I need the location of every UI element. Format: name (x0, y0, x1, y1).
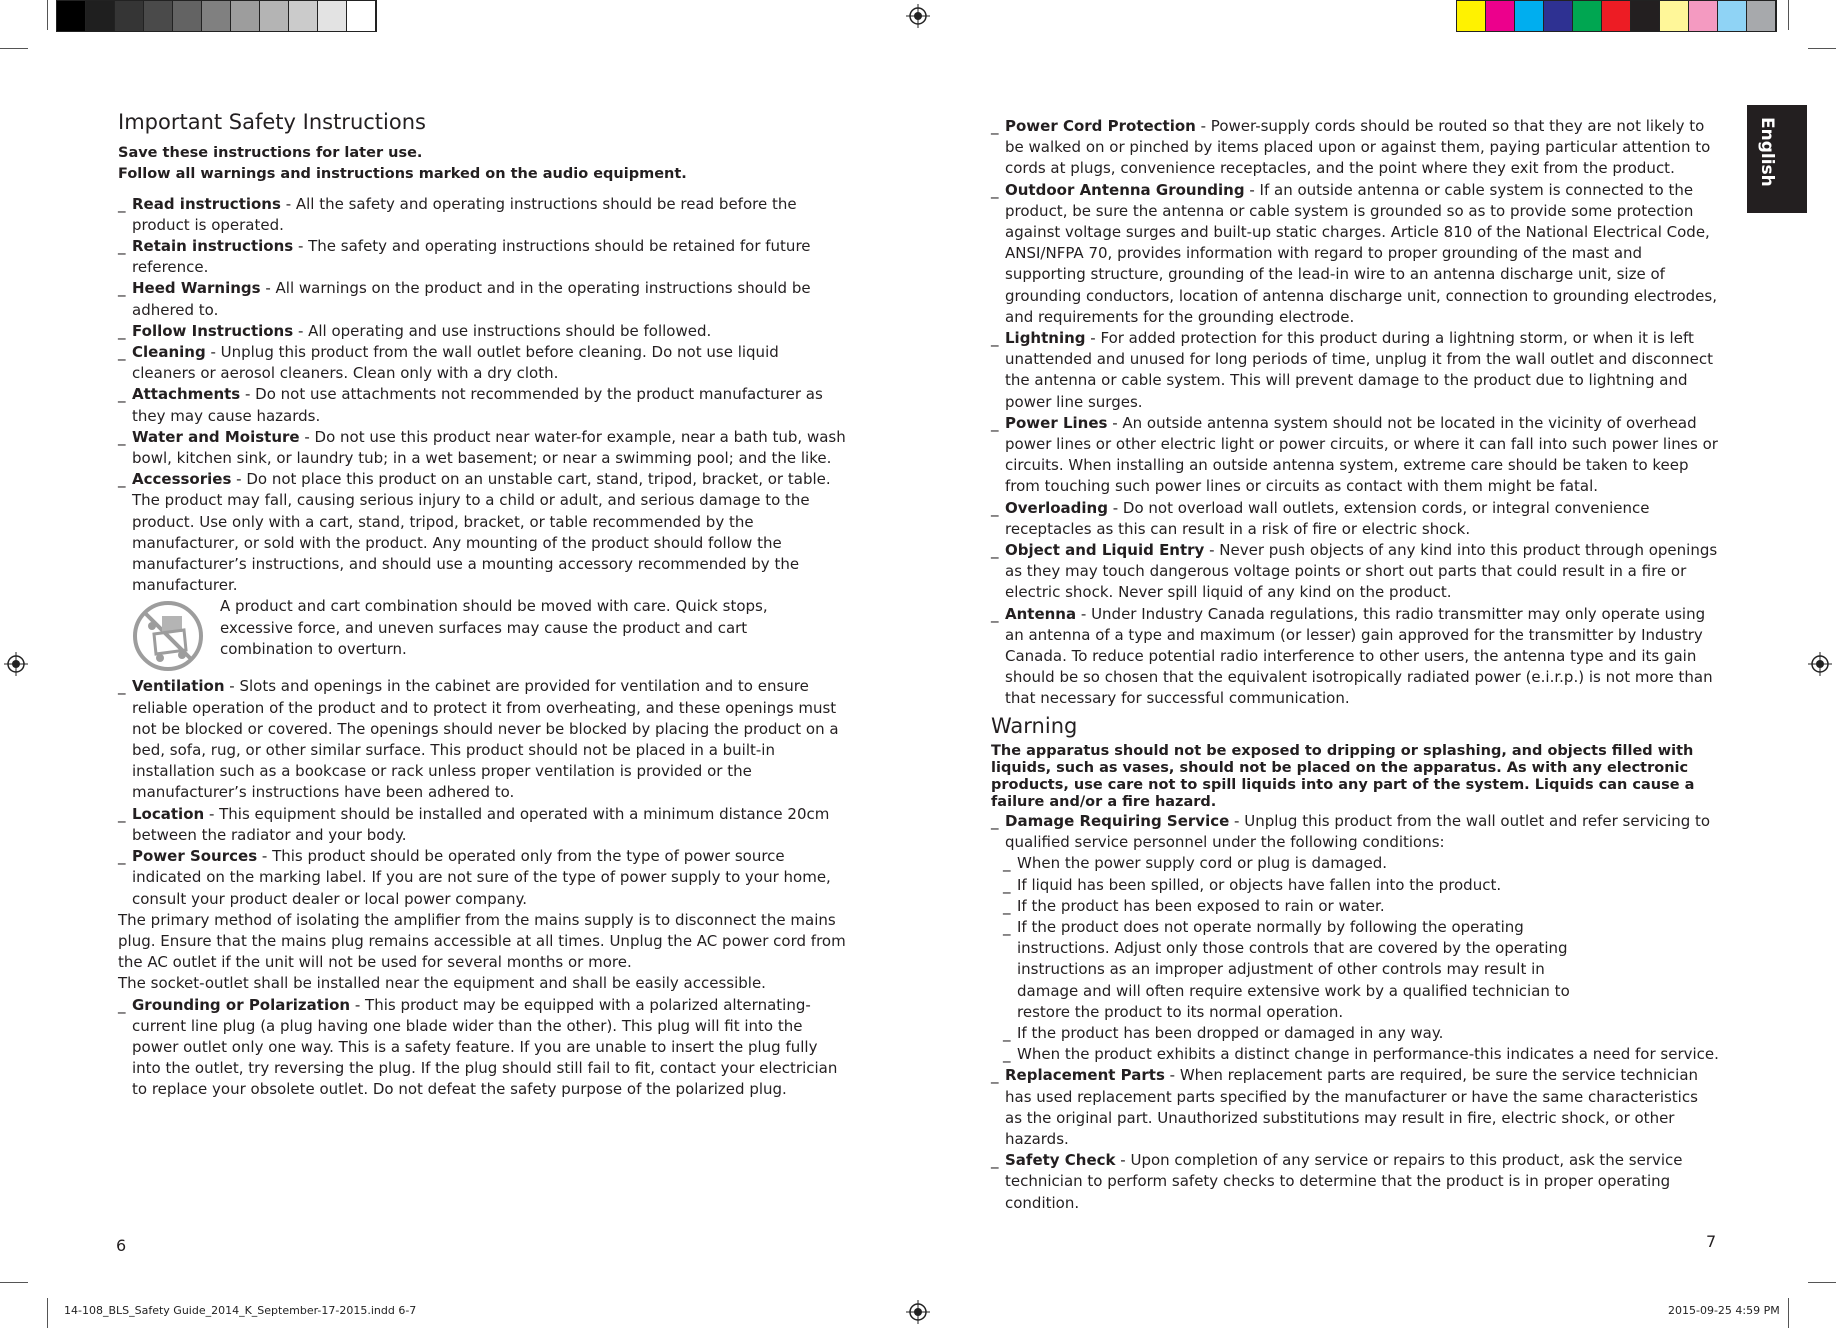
color-swatch (1602, 1, 1631, 31)
instruction-item: _ Read instructions - All the safety and operating instructions should be read before the product is operated. (118, 194, 797, 234)
instruction-item: _ Ventilation - Slots and openings in the cabinet are provided for ventilation and to ensure reliable operation of the product and to protect it from overheating, and these openings must not be blocked or covered. The openings should never be blocked by placing the product on a bed, sofa, rug, or other similar surface. This product should not be placed in a built-in installation such as a bookcase or rack unless proper ventilation is provided or the manufacturer’s instructions have been adhered to. (118, 677, 839, 802)
instruction-text: - This product should be operated only from the type of power source indicated on the marking label. If you are not sure of the type of power supply to your home, consult your product dealer or local power company. (132, 847, 831, 908)
instruction-item: _ Power Sources - This product should be operated only from the type of power source indicated on the marking label. If you are not sure of the type of power supply to your home, consult your product dealer or local power company. (118, 847, 831, 908)
instruction-item: _ Follow Instructions - All operating and use instructions should be followed. (118, 321, 712, 340)
warning-body: The apparatus should not be exposed to dripping or splashing, and objects filled with liquids, such as vases, should not be placed on the apparatus. As with any electronic products, use care not to spill liquids into any part of the system. Liquids can cause a failure and/or a fire hazard. (991, 742, 1695, 810)
crop-mark (47, 1298, 48, 1328)
instruction-text: - This equipment should be installed and operated with a minimum distance 20cm between the radiator and your body. (132, 804, 830, 844)
instruction-item: _ Cleaning - Unplug this product from the wall outlet before cleaning. Do not use liquid cleaners or aerosol cleaners. Clean only with a dry cloth. (118, 343, 779, 383)
condition-item: _ When the product exhibits a distinct change in performance-this indicates a need for service. (1003, 1045, 1719, 1064)
color-swatch (1486, 1, 1515, 31)
instruction-item: _ Object and Liquid Entry - Never push objects of any kind into this product through openings as they may touch dangerous voltage points or short out parts that could result in a fire or electric shock. Never spill liquid of any kind on the product. (991, 541, 1718, 602)
right-items-list-2 (991, 1065, 1719, 1213)
color-swatch (1515, 1, 1544, 31)
instruction-label: Object and Liquid Entry (1005, 541, 1205, 560)
instruction-item: _ Water and Moisture - Do not use this product near water-for example, near a bath tub, wash bowl, kitchen sink, or laundry tub; in a wet basement; or near a swimming pool; and the like. (118, 427, 846, 468)
cart-warning (118, 596, 846, 668)
color-swatch (1544, 1, 1573, 31)
instruction-text: - Do not use this product near water-for example, near a bath tub, wash bowl, kitchen sink, or laundry tub; in a wet basement; or near a swimming pool; and the like. (132, 427, 846, 468)
instruction-text: - All warnings on the product and in the operating instructions should be adhered to. (132, 279, 811, 319)
color-swatch (86, 1, 115, 31)
follow-notice: Follow all warnings and instructions marked on the audio equipment. (118, 166, 687, 183)
color-swatch (289, 1, 318, 31)
left-page (118, 112, 846, 1101)
left-items-list-3 (118, 995, 846, 1101)
instruction-item: _ Outdoor Antenna Grounding - If an outside antenna or cable system is connected to the product, be sure the antenna or cable system is grounded so as to provide some protection against voltage surges and built-up static charges. Article 810 of the National Electrical Code, ANSI/NFPA 70, provides information with regard to proper grounding of the mast and supporting structure, grounding of the lead-in wire to an antenna discharge unit, size of grounding conductors, location of antenna discharge unit, connection to grounding electrodes, and requirements for the grounding electrode. (991, 180, 1717, 326)
instruction-item: _ Safety Check - Upon completion of any service or repairs to this product, ask the service technician to perform safety checks to determine that the product is in proper operating condition. (991, 1151, 1683, 1212)
instruction-label: Grounding or Polarization (132, 995, 351, 1014)
slug-date: 2015-09-25 4:59 PM (1668, 1304, 1780, 1317)
color-swatch (57, 1, 86, 31)
instruction-text: - For added protection for this product during a lightning storm, or when it is left unattended and unused for long periods of time, unplug it from the wall outlet and disconnect the antenna or cable system. This will prevent damage to the product due to lightning and power line surges. (1005, 329, 1713, 411)
slug-filename: 14-108_BLS_Safety Guide_2014_K_September-17-2015.indd 6-7 (64, 1304, 417, 1317)
instruction-label: Water and Moisture (132, 427, 300, 446)
page-number-right: 7 (1706, 1232, 1717, 1251)
instruction-item: _ Replacement Parts - When replacement parts are required, be sure the service technician has used replacement parts specified by the manufacturer or have the same characteristics as the original part. Unauthorized substitutions may result in fire, electric shock, or other hazards. (991, 1066, 1699, 1148)
instruction-item: _ Attachments - Do not use attachments not recommended by the product manufacturer as they may cause hazards. (118, 385, 823, 425)
save-notice: Save these instructions for later use. (118, 145, 423, 162)
registration-mark-icon (4, 652, 28, 676)
instruction-text: - Power-supply cords should be routed so that they are not likely to be walked on or pinched by items placed upon or against them, paying particular attention to cords at plugs, convenience receptacles, and the point where they exit from the product. (1005, 117, 1711, 178)
right-page (991, 116, 1719, 1214)
color-swatch (173, 1, 202, 31)
instruction-label: Overloading (1005, 498, 1108, 517)
instruction-label: Power Cord Protection (1005, 117, 1196, 135)
language-tab-label: English (1757, 117, 1777, 187)
color-swatch (1718, 1, 1747, 31)
color-bar (1456, 0, 1777, 32)
instruction-label: Safety Check (1005, 1151, 1116, 1170)
instruction-label: Cleaning (132, 343, 206, 362)
left-items-list-2 (118, 676, 846, 909)
condition-item: _ If liquid has been spilled, or objects have fallen into the product. (1003, 875, 1502, 894)
instruction-item: _ Accessories - Do not place this product on an unstable cart, stand, tripod, bracket, or table. The product may fall, causing serious injury to a child or adult, and serious damage to the product. Use only with a cart, stand, tripod, bracket, or table recommended by the manufacturer, or sold with the product. Any mounting of the product should follow the manufacturer’s instructions, and should use a mounting accessory recommended by the manufacturer. (118, 470, 831, 595)
instruction-label: Accessories (132, 470, 232, 489)
page-number-left: 6 (116, 1236, 127, 1255)
mains-paragraph: The primary method of isolating the amplifier from the mains supply is to disconnect the mains plug. Ensure that the mains plug remains accessible at all times. Unplug the AC power cord from the AC outlet if the unit will not be used for several months or more. (118, 910, 846, 972)
right-items-list (991, 116, 1719, 710)
condition-text: If the product does not operate normally by following the operating instructions. Adjust only those controls that are covered by the operating instructions as an improper adjustment of other controls may result in damage and will often require extensive work by a qualified technician to restore the product to its normal operation. (1017, 917, 1570, 1021)
instruction-text: - The safety and operating instructions should be retained for future reference. (132, 237, 811, 277)
instruction-text: - An outside antenna system should not be located in the vicinity of overhead power lines or other electric light or power circuits, or where it can fall into such power lines or circuits. When installing an outside antenna system, extreme care should be taken to keep from touching such power lines or circuits as contact with them might be fatal. (1005, 413, 1718, 496)
registration-mark-icon (906, 1300, 930, 1324)
instruction-item: _ Overloading - Do not overload wall outlets, extension cords, or integral convenience receptacles as this can result in a risk of fire or electric shock. (991, 498, 1650, 538)
color-swatch (1747, 1, 1776, 31)
instruction-item: _ Damage Requiring Service - Unplug this product from the wall outlet and refer servicing to qualified service personnel under the following conditions: (991, 811, 1711, 852)
crop-mark (1808, 1282, 1836, 1283)
instruction-text: - Unplug this product from the wall outlet before cleaning. Do not use liquid cleaners or aerosol cleaners. Clean only with a dry cloth. (132, 343, 779, 383)
instruction-text: - Upon completion of any service or repairs to this product, ask the service technician to perform safety checks to determine that the product is in proper operating condition. (1005, 1151, 1683, 1212)
instruction-item: _ Power Cord Protection - Power-supply cords should be routed so that they are not likely to be walked on or pinched by items placed upon or against them, paying particular attention to cords at plugs, convenience receptacles, and the point where they exit from the product. (991, 117, 1711, 178)
instruction-label: Replacement Parts (1005, 1066, 1165, 1085)
instruction-text: - Do not use attachments not recommended by the product manufacturer as they may cause hazards. (132, 385, 823, 425)
instruction-item: _ Lightning - For added protection for this product during a lightning storm, or when it is left unattended and unused for long periods of time, unplug it from the wall outlet and disconnect the antenna or cable system. This will prevent damage to the product due to lightning and power line surges. (991, 329, 1713, 411)
color-swatch (202, 1, 231, 31)
instruction-text: - Under Industry Canada regulations, this radio transmitter may only operate using an antenna of a type and maximum (or lesser) gain approved for the transmitter by Industry Canada. To reduce potential radio interference to other users, the antenna type and its gain should be so chosen that the equivalent isotropically radiated power (e.i.r.p.) is not more than that necessary for successful communication. (1005, 604, 1713, 708)
instruction-label: Follow Instructions (132, 321, 294, 340)
condition-item: _ When the power supply cord or plug is damaged. (1003, 854, 1388, 873)
color-swatch (1689, 1, 1718, 31)
registration-mark-icon (906, 4, 930, 28)
instruction-item: _ Heed Warnings - All warnings on the product and in the operating instructions should be adhered to. (118, 279, 811, 319)
color-swatch (231, 1, 260, 31)
instruction-text: - All operating and use instructions should be followed. (293, 321, 712, 340)
condition-text: If the product has been dropped or damaged in any way. (1017, 1023, 1444, 1042)
crop-mark (0, 1282, 28, 1283)
language-tab (1747, 105, 1807, 213)
color-swatch (115, 1, 144, 31)
instruction-label: Power Lines (1005, 413, 1108, 432)
socket-paragraph: The socket-outlet shall be installed near the equipment and shall be easily accessible. (118, 974, 766, 993)
crop-mark (47, 0, 48, 30)
crop-mark (1808, 48, 1836, 49)
instruction-text: - All the safety and operating instructions should be read before the product is operated. (132, 194, 797, 234)
instruction-text: - When replacement parts are required, be sure the service technician has used replacement parts specified by the manufacturer or have the same characteristics as the original part. Unauthorized substitutions may result in fire, electric shock, or other hazards. (1005, 1066, 1699, 1148)
instruction-label: Lightning (1005, 329, 1086, 348)
color-swatch (1573, 1, 1602, 31)
instruction-label: Heed Warnings (132, 279, 261, 298)
condition-text: If the product has been exposed to rain or water. (1017, 896, 1385, 915)
instruction-label: Read instructions (132, 194, 281, 213)
instruction-item: _ Location - This equipment should be installed and operated with a minimum distance 20cm between the radiator and your body. (118, 804, 830, 844)
condition-item: _ If the product has been dropped or damaged in any way. (1003, 1023, 1444, 1042)
instruction-item: _ Retain instructions - The safety and operating instructions should be retained for future reference. (118, 237, 811, 277)
instruction-text: - Do not overload wall outlets, extension cords, or integral convenience receptacles as this can result in a risk of fire or electric shock. (1005, 498, 1650, 538)
condition-item: _ If the product does not operate normally by following the operating instructions. Adjust only those controls that are covered by the operating instructions as an improper adjustment of other controls may result in damage and will often require extensive work by a qualified technician to restore the product to its normal operation. (991, 917, 1719, 1023)
condition-text: If liquid has been spilled, or objects have fallen into the product. (1017, 875, 1502, 894)
instruction-text: - Never push objects of any kind into this product through openings as they may touch dangerous voltage points or short out parts that could result in a fire or electric shock. Never spill liquid of any kind on the product. (1005, 541, 1718, 602)
color-swatch (1631, 1, 1660, 31)
instruction-label: Ventilation (132, 677, 225, 696)
instruction-label: Retain instructions (132, 237, 294, 256)
color-swatch (318, 1, 347, 31)
color-swatch (1660, 1, 1689, 31)
page-title: Important Safety Instructions (118, 110, 426, 134)
conditions-list (991, 853, 1719, 1065)
instruction-text: - Slots and openings in the cabinet are provided for ventilation and to ensure reliable operation of the product and to protect it from overheating, and these openings must not be blocked or covered. The openings should never be blocked by placing the product on a bed, sofa, rug, or other similar surface. This product should not be placed in a built-in installation such as a bookcase or rack unless proper ventilation is provided or the manufacturer’s instructions have been adhered to. (132, 677, 839, 802)
registration-mark-icon (1808, 652, 1832, 676)
crop-mark (1788, 0, 1789, 30)
crop-mark (0, 48, 28, 49)
instruction-item: _ Antenna - Under Industry Canada regulations, this radio transmitter may only operate using an antenna of a type and maximum (or lesser) gain approved for the transmitter by Industry Canada. To reduce potential radio interference to other users, the antenna type and its gain should be so chosen that the equivalent isotropically radiated power (e.i.r.p.) is not more than that necessary for successful communication. (991, 604, 1713, 708)
instruction-text: - This product may be equipped with a polarized alternating-current line plug (a plug having one blade wider than the other). This plug will fit into the power outlet only one way. This is a safety feature. If you are unable to insert the plug fully into the outlet, try reversing the plug. If the plug should still fail to fit, contact your electrician to replace your obsolete outlet. Do not defeat the safety purpose of the polarized plug. (132, 995, 838, 1099)
instruction-label: Attachments (132, 385, 241, 404)
instruction-label: Location (132, 804, 205, 823)
instruction-label: Outdoor Antenna Grounding (1005, 180, 1245, 199)
damage-item (991, 811, 1719, 853)
instruction-text: - Unplug this product from the wall outlet and refer servicing to qualified service personnel under the following conditions: (1005, 811, 1711, 852)
instruction-label: Antenna (1005, 604, 1077, 623)
instruction-text: - Do not place this product on an unstable cart, stand, tripod, bracket, or table. The product may fall, causing serious injury to a child or adult, and serious damage to the product. Use only with a cart, stand, tripod, bracket, or table recommended by the manufacturer, or sold with the product. Any mounting of the product should follow the manufacturer’s instructions, and should use a mounting accessory recommended by the manufacturer. (132, 470, 831, 595)
condition-text: When the product exhibits a distinct change in performance-this indicates a need for service. (1017, 1045, 1719, 1064)
instruction-item: _ Power Lines - An outside antenna system should not be located in the vicinity of overhead power lines or other electric light or power circuits, or where it can fall into such power lines or circuits. When installing an outside antenna system, extreme care should be taken to keep from touching such power lines or circuits as contact with them might be fatal. (991, 413, 1718, 496)
color-swatch (347, 1, 376, 31)
color-swatch (260, 1, 289, 31)
condition-item: _ If the product has been exposed to rain or water. (1003, 896, 1385, 915)
instruction-text: - If an outside antenna or cable system is connected to the product, be sure the antenna or cable system is grounded so as to provide some protection against voltage surges and built-up static charges. Article 810 of the National Electrical Code, ANSI/NFPA 70, provides information with regard to proper grounding of the mast and supporting structure, grounding of the lead-in wire to an antenna discharge unit, size of grounding conductors, location of antenna discharge unit, connection to grounding electrodes, and requirements for the grounding electrode. (1005, 180, 1717, 326)
left-items-list (118, 194, 846, 597)
color-swatch (144, 1, 173, 31)
condition-text: When the power supply cord or plug is damaged. (1017, 854, 1388, 873)
crop-mark (1788, 1298, 1789, 1328)
color-swatch (1457, 1, 1486, 31)
warning-title: Warning (991, 713, 1078, 738)
instruction-label: Power Sources (132, 847, 258, 866)
instruction-item: _ Grounding or Polarization - This product may be equipped with a polarized alternating-current line plug (a plug having one blade wider than the other). This plug will fit into the power outlet only one way. This is a safety feature. If you are unable to insert the plug fully into the outlet, try reversing the plug. If the plug should still fail to fit, contact your electrician to replace your obsolete outlet. Do not defeat the safety purpose of the polarized plug. (118, 995, 838, 1099)
instruction-label: Damage Requiring Service (1005, 811, 1230, 830)
cart-tip-over-icon (132, 600, 204, 672)
cart-note: A product and cart combination should be moved with care. Quick stops, excessive force, and uneven surfaces may cause the product and cart combination to overturn. (220, 597, 768, 658)
grayscale-bar (56, 0, 377, 32)
